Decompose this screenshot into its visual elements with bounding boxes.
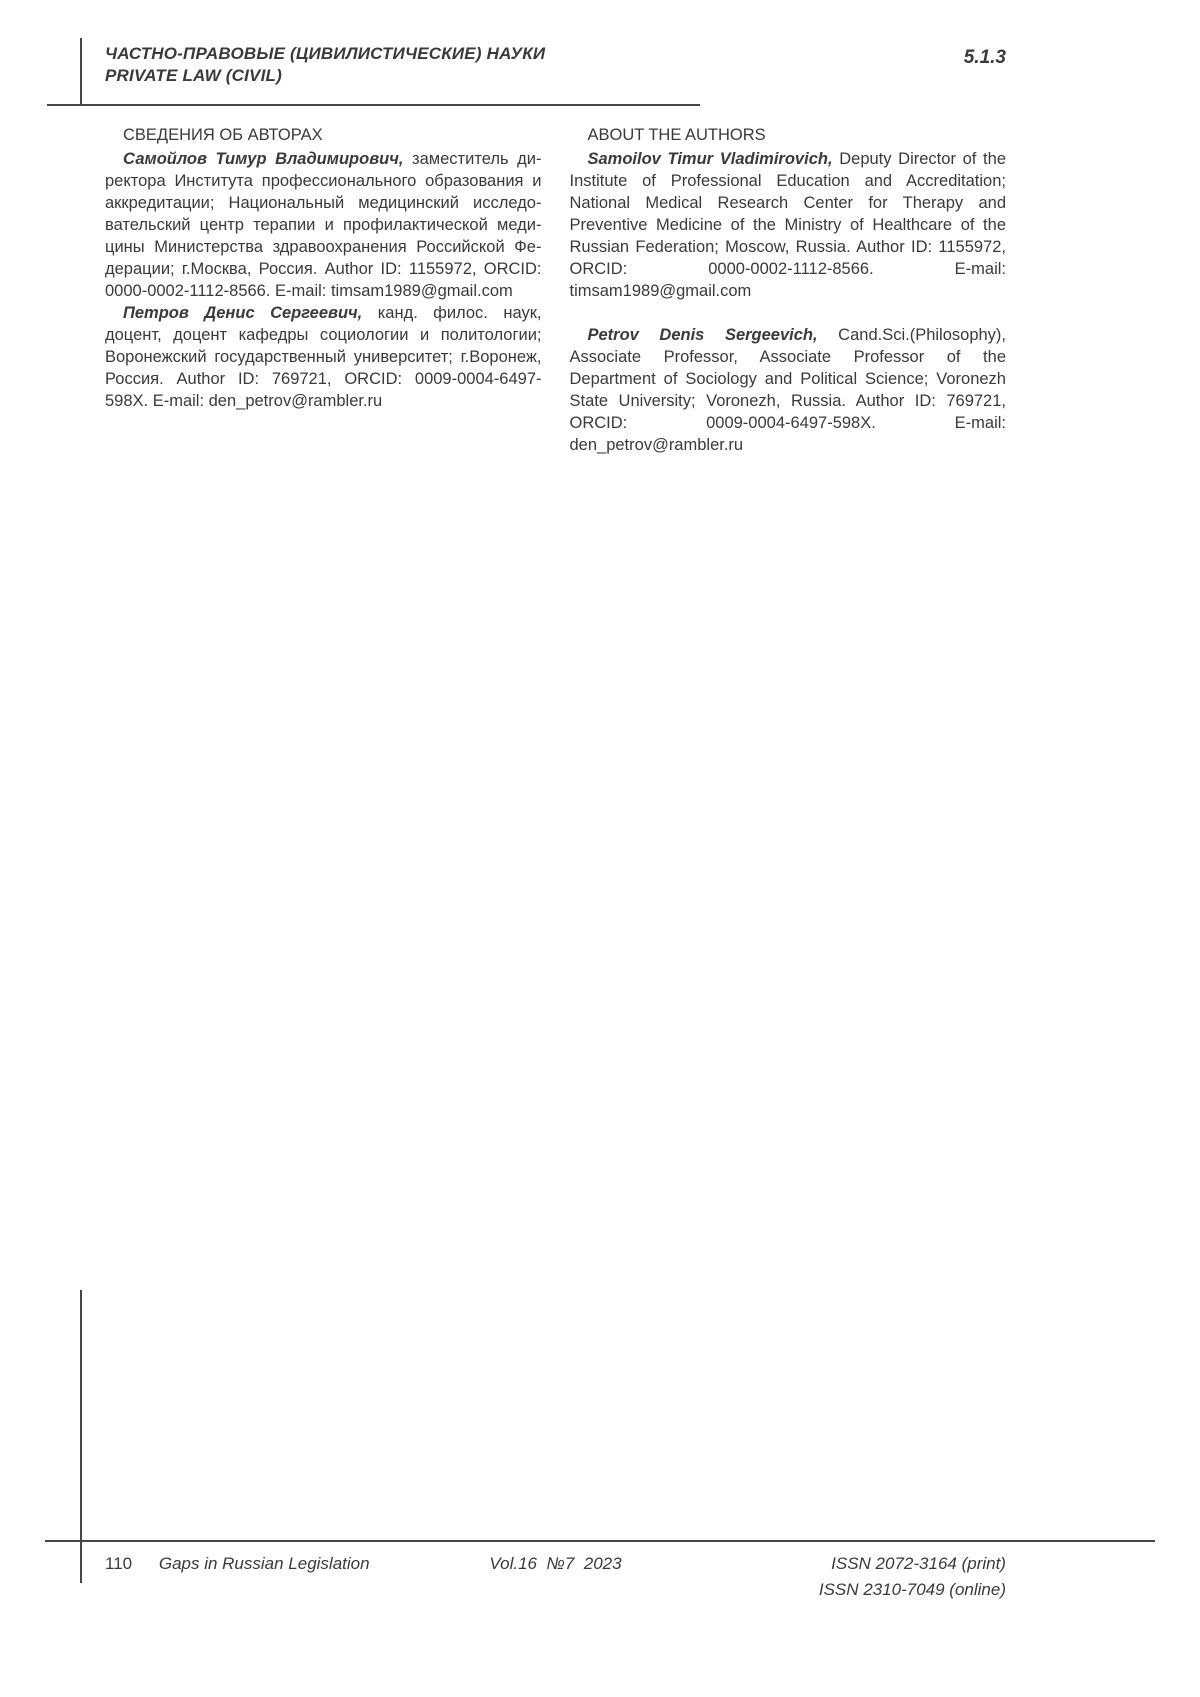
running-head [105,43,1006,87]
footer-rule [45,1540,1155,1542]
authors-column-en [570,124,1007,456]
author-paragraph-en-1 [570,148,1007,302]
author-details-ru-2: канд. филос. наук, доцент, доцент кафедры социологии и политологии; Воронежский государственный университет; г.Воронеж, Россия. Author ID: 769721, ORCID: 0009-0004-6497-598X. E-mail: den_petrov@rambler.ru [105,304,542,410]
author-paragraph-en-2 [570,324,1007,456]
top-left-vertical-rule [80,38,82,105]
author-paragraph-ru-2 [105,302,542,412]
author-name-ru-1: Самойлов Тимур Владимирович, [123,150,404,168]
author-details-ru-1: заместитель директора Института профессионального образования и аккредитации; Национальный медицинский исследовательский центр терапии и профилактической медицины Министерства здравоохранения Российской Федерации; г.Москва, Россия. Author ID: 1155972, ORCID: 0000-0002-1112-8566. E-mail: timsam1989@gmail.com [105,150,542,300]
running-head-en: PRIVATE LAW (CIVIL) [105,66,282,85]
section-code: 5.1.3 [963,47,1006,68]
running-head-ru: ЧАСТНО-ПРАВОВЫЕ (ЦИВИЛИСТИЧЕСКИЕ) НАУКИ [105,44,546,63]
running-head-titles [105,43,545,87]
page-number: 110 [105,1554,133,1573]
issn-print: ISSN 2072-3164 (print) [831,1554,1006,1573]
author-paragraph-ru-1 [105,148,542,302]
page-footer [105,1551,1006,1603]
journal-title: Gaps in Russian Legislation [158,1554,370,1573]
author-details-en-1: Deputy Director of the Institute of Professional Education and Accreditation; National Medical Research Center for Therapy and Preventive Medicine of the Ministry of Healthcare of the Russian Federation; Moscow, Russia. Author ID: 1155972, ORCID: 0000-0002-1112-8566. E-mail: timsam1989@gmail.com [569,150,1006,300]
header-rule [47,104,700,106]
issue-info: Vol.16 №7 2023 [489,1554,622,1573]
authors-heading-ru: СВЕДЕНИЯ ОБ АВТОРАХ [123,126,323,144]
authors-heading-en: ABOUT THE AUTHORS [587,126,766,144]
authors-section [105,124,1006,456]
authors-column-ru [105,124,542,456]
author-name-en-2: Petrov Denis Sergeevich, [587,326,818,344]
issn-online: ISSN 2310-7049 (online) [818,1580,1006,1599]
author-details-en-2: Cand.Sci.(Philosophy), Associate Professor, Associate Professor of the Department of Sociology and Political Science; Voronezh State University; Voronezh, Russia. Author ID: 769721, ORCID: 0009-0004-6497-598X. E-mail: den_petrov@rambler.ru [569,326,1007,454]
author-name-ru-2: Петров Денис Сергеевич, [123,304,363,322]
footer-left [105,1551,405,1577]
issn-block [706,1551,1006,1603]
author-name-en-1: Samoilov Timur Vladimirovich, [587,150,833,168]
